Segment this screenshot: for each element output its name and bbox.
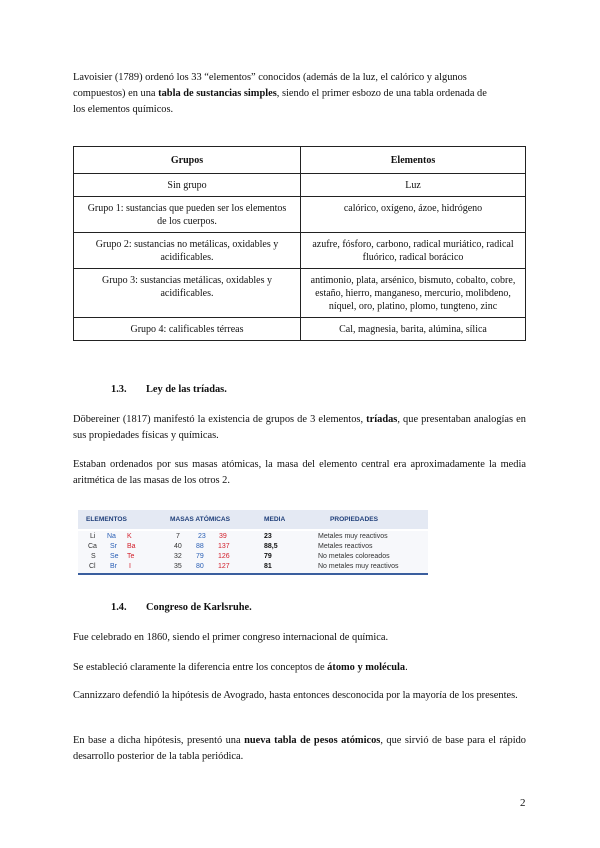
groups-table <box>73 146 526 341</box>
table-row <box>74 197 526 233</box>
element-3: Ba <box>127 543 136 550</box>
text-span: En base a dicha hipótesis, presentó una <box>73 735 241 746</box>
text-span: Döbereiner (1817) manifestó la existencia de grupos de 3 elementos, <box>73 414 364 425</box>
text-span: , que sirvió de base para el rápido desarrollo posterior de la tabla periódica. <box>73 735 527 762</box>
group-cell: Grupo 2: sustancias no metálicas, oxidables y acidificables. <box>74 233 301 269</box>
section-number: 1.4. <box>111 602 127 613</box>
mass-1: 40 <box>174 543 182 550</box>
mass-2: 79 <box>196 553 204 560</box>
table-row <box>74 233 526 269</box>
triad-row <box>78 553 428 563</box>
mass-2: 80 <box>196 563 204 570</box>
mass-2: 88 <box>196 543 204 550</box>
section-title: Ley de las tríadas. <box>146 384 227 395</box>
karlsruhe-paragraph-3 <box>73 688 526 704</box>
element-1: Ca <box>88 543 97 550</box>
intro-part-b: , siendo el primer esbozo de una tabla ordenada de <box>276 88 487 99</box>
triads-header <box>78 510 428 529</box>
group-cell: Grupo 1: sustancias que pueden ser los elementos de los cuerpos. <box>74 197 301 233</box>
group-cell: Grupo 3: sustancias metálicas, oxidables y acidificables. <box>74 269 301 318</box>
mean-value: 79 <box>264 553 272 560</box>
text-span: Estaban ordenados por sus masas atómicas, la masa del elemento central era aproximadamente la media aritmética de las masas de los otros 2. <box>73 459 526 486</box>
triads-paragraph-1 <box>73 412 526 444</box>
element-2: Sr <box>110 543 117 550</box>
mass-1: 35 <box>174 563 182 570</box>
mass-1: 32 <box>174 553 182 560</box>
table-row <box>74 174 526 197</box>
header-elements: Elementos <box>301 147 526 174</box>
intro-line-1: Lavoisier (1789) ordenó los 33 “elementos” conocidos (además de la luz, el calórico y algunos <box>73 72 467 83</box>
intro-part-a: compuestos) en una <box>73 88 156 99</box>
intro-paragraph <box>73 70 526 118</box>
triad-row <box>78 543 428 553</box>
triad-row <box>78 533 428 543</box>
group-cell: Sin grupo <box>74 174 301 197</box>
triad-row <box>78 563 428 573</box>
header-properties: PROPIEDADES <box>330 516 378 523</box>
mass-3: 127 <box>218 563 230 570</box>
text-span: Fue celebrado en 1860, siendo el primer congreso internacional de química. <box>73 632 389 643</box>
karlsruhe-paragraph-1 <box>73 630 526 646</box>
elements-cell: antimonio, plata, arsénico, bismuto, cobalto, cobre, estaño, hierro, manganeso, mercurio, molibdeno, níquel, oro, platino, plomo, tungteno, zinc <box>301 269 526 318</box>
element-3: I <box>129 563 131 570</box>
header-masses: MASAS ATÓMICAS <box>170 516 231 523</box>
karlsruhe-paragraph-2 <box>73 660 526 676</box>
text-span: Se estableció claramente la diferencia entre los conceptos de <box>73 662 325 673</box>
page-number: 2 <box>520 797 526 809</box>
property-text: Metales muy reactivos <box>318 533 388 540</box>
property-text: No metales muy reactivos <box>318 563 399 570</box>
elements-cell: azufre, fósforo, carbono, radical muriático, radical fluórico, radical borácico <box>301 233 526 269</box>
elements-cell: Cal, magnesia, barita, alúmina, sílica <box>301 318 526 341</box>
bold-term: nueva tabla de pesos atómicos <box>244 735 381 746</box>
element-2: Br <box>110 563 117 570</box>
header-mean: MEDIA <box>264 516 286 523</box>
section-title: Congreso de Karlsruhe. <box>146 602 252 613</box>
element-1: Cl <box>89 563 96 570</box>
section-heading-1-4 <box>111 602 252 613</box>
triads-paragraph-2 <box>73 457 526 489</box>
triads-body <box>78 531 428 575</box>
mass-3: 137 <box>218 543 230 550</box>
element-2: Se <box>110 553 119 560</box>
mean-value: 88,5 <box>264 543 278 550</box>
property-text: No metales coloreados <box>318 553 390 560</box>
element-1: S <box>91 553 96 560</box>
bold-term: tríadas <box>366 414 398 425</box>
mean-value: 23 <box>264 533 272 540</box>
text-span: , que presentaban analogías en sus propiedades físicas y químicas. <box>73 414 526 441</box>
mass-3: 126 <box>218 553 230 560</box>
text-span: . <box>405 662 408 673</box>
elements-cell: Luz <box>301 174 526 197</box>
header-elements: ELEMENTOS <box>86 516 127 523</box>
mean-value: 81 <box>264 563 272 570</box>
element-2: Na <box>107 533 116 540</box>
intro-bold-term: tabla de sustancias simples <box>158 88 277 99</box>
section-heading-1-3 <box>111 384 227 395</box>
mass-1: 7 <box>176 533 180 540</box>
mass-3: 39 <box>219 533 227 540</box>
mass-2: 23 <box>198 533 206 540</box>
element-3: K <box>127 533 132 540</box>
header-groups: Grupos <box>74 147 301 174</box>
text-span: Cannizzaro defendió la hipótesis de Avogrado, hasta entonces desconocida por la mayoría de los presentes. <box>73 690 518 701</box>
section-number: 1.3. <box>111 384 127 395</box>
group-cell: Grupo 4: calificables térreas <box>74 318 301 341</box>
property-text: Metales reactivos <box>318 543 373 550</box>
triads-figure <box>78 510 428 576</box>
table-header-row <box>74 147 526 174</box>
karlsruhe-paragraph-4 <box>73 733 526 765</box>
table-row <box>74 269 526 318</box>
table-row <box>74 318 526 341</box>
element-1: Li <box>90 533 96 540</box>
bold-term: átomo y molécula <box>327 662 406 673</box>
element-3: Te <box>127 553 135 560</box>
intro-line-3: los elementos químicos. <box>73 104 174 115</box>
elements-cell: calórico, oxígeno, ázoe, hidrógeno <box>301 197 526 233</box>
